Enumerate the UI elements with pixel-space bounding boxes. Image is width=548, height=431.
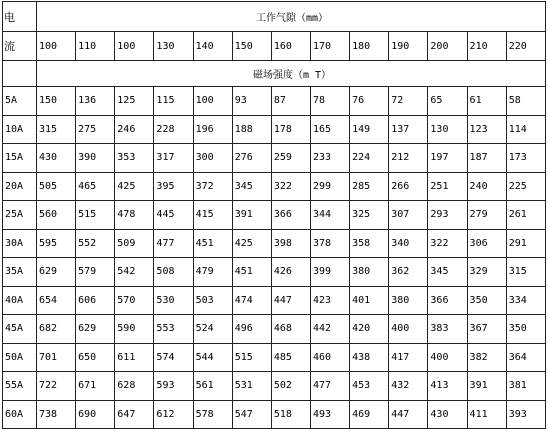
gap-values-row [3, 32, 546, 61]
field-value-cell: 738 [37, 400, 76, 429]
field-value-cell: 430 [428, 400, 467, 429]
field-value-cell: 266 [389, 172, 428, 201]
current-cell: 35A [3, 258, 37, 287]
field-value-cell: 628 [115, 372, 154, 401]
field-value-cell: 87 [271, 87, 310, 116]
field-value-cell: 654 [37, 286, 76, 315]
field-value-cell: 477 [310, 372, 349, 401]
field-value-cell: 595 [37, 229, 76, 258]
field-value-cell: 415 [193, 201, 232, 230]
magnetic-field-table [2, 1, 546, 429]
field-value-cell: 382 [467, 343, 506, 372]
field-value-cell: 574 [154, 343, 193, 372]
gap-value-cell: 190 [389, 32, 428, 61]
field-value-cell: 261 [506, 201, 545, 230]
field-value-cell: 503 [193, 286, 232, 315]
field-value-cell: 451 [232, 258, 271, 287]
field-value-cell: 542 [115, 258, 154, 287]
field-value-cell: 367 [467, 315, 506, 344]
field-value-cell: 115 [154, 87, 193, 116]
field-value-cell: 430 [37, 144, 76, 173]
field-value-cell: 629 [37, 258, 76, 287]
table-row [3, 144, 546, 173]
field-value-cell: 233 [310, 144, 349, 173]
current-cell: 60A [3, 400, 37, 429]
field-value-cell: 187 [467, 144, 506, 173]
gap-value-cell: 100 [115, 32, 154, 61]
field-value-cell: 438 [350, 343, 389, 372]
gap-value-cell: 140 [193, 32, 232, 61]
field-value-cell: 76 [350, 87, 389, 116]
field-value-cell: 612 [154, 400, 193, 429]
field-value-cell: 325 [350, 201, 389, 230]
field-value-cell: 650 [76, 343, 115, 372]
field-value-cell: 647 [115, 400, 154, 429]
field-value-cell: 315 [506, 258, 545, 287]
field-value-cell: 100 [193, 87, 232, 116]
table-row [3, 343, 546, 372]
current-cell: 25A [3, 201, 37, 230]
gap-header: 工作气隙（mm） [37, 2, 546, 32]
field-value-cell: 445 [154, 201, 193, 230]
table-row [3, 229, 546, 258]
field-value-cell: 130 [428, 115, 467, 144]
field-value-cell: 251 [428, 172, 467, 201]
current-cell: 20A [3, 172, 37, 201]
table-row [3, 115, 546, 144]
current-cell: 15A [3, 144, 37, 173]
field-value-cell: 477 [154, 229, 193, 258]
field-value-cell: 364 [506, 343, 545, 372]
gap-header-row [3, 2, 546, 32]
field-value-cell: 420 [350, 315, 389, 344]
field-value-cell: 137 [389, 115, 428, 144]
field-value-cell: 474 [232, 286, 271, 315]
field-value-cell: 515 [76, 201, 115, 230]
field-value-cell: 395 [154, 172, 193, 201]
field-value-cell: 453 [350, 372, 389, 401]
field-value-cell: 393 [506, 400, 545, 429]
field-value-cell: 552 [76, 229, 115, 258]
gap-value-cell: 130 [154, 32, 193, 61]
field-value-cell: 479 [193, 258, 232, 287]
field-value-cell: 390 [76, 144, 115, 173]
field-value-cell: 136 [76, 87, 115, 116]
field-value-cell: 322 [428, 229, 467, 258]
field-value-cell: 259 [271, 144, 310, 173]
current-cell: 30A [3, 229, 37, 258]
field-value-cell: 65 [428, 87, 467, 116]
field-value-cell: 306 [467, 229, 506, 258]
gap-value-cell: 110 [76, 32, 115, 61]
current-label-top: 电 [3, 2, 37, 32]
field-value-cell: 671 [76, 372, 115, 401]
gap-value-cell: 170 [310, 32, 349, 61]
field-value-cell: 460 [310, 343, 349, 372]
field-value-cell: 579 [76, 258, 115, 287]
field-value-cell: 383 [428, 315, 467, 344]
field-value-cell: 593 [154, 372, 193, 401]
field-value-cell: 240 [467, 172, 506, 201]
field-value-cell: 317 [154, 144, 193, 173]
gap-value-cell: 150 [232, 32, 271, 61]
field-value-cell: 366 [428, 286, 467, 315]
current-cell: 45A [3, 315, 37, 344]
field-value-cell: 212 [389, 144, 428, 173]
field-value-cell: 606 [76, 286, 115, 315]
field-value-cell: 225 [506, 172, 545, 201]
field-value-cell: 682 [37, 315, 76, 344]
field-value-cell: 344 [310, 201, 349, 230]
field-value-cell: 401 [350, 286, 389, 315]
field-value-cell: 366 [271, 201, 310, 230]
field-value-cell: 442 [310, 315, 349, 344]
field-value-cell: 173 [506, 144, 545, 173]
field-value-cell: 447 [271, 286, 310, 315]
current-cell: 50A [3, 343, 37, 372]
table-row [3, 172, 546, 201]
field-value-cell: 611 [115, 343, 154, 372]
field-value-cell: 293 [428, 201, 467, 230]
field-value-cell: 165 [310, 115, 349, 144]
field-value-cell: 391 [232, 201, 271, 230]
field-value-cell: 123 [467, 115, 506, 144]
table-row [3, 258, 546, 287]
field-value-cell: 178 [271, 115, 310, 144]
field-value-cell: 590 [115, 315, 154, 344]
field-value-cell: 485 [271, 343, 310, 372]
field-value-cell: 353 [115, 144, 154, 173]
field-value-cell: 340 [389, 229, 428, 258]
field-value-cell: 524 [193, 315, 232, 344]
field-value-cell: 372 [193, 172, 232, 201]
field-value-cell: 518 [271, 400, 310, 429]
field-value-cell: 400 [428, 343, 467, 372]
field-value-cell: 423 [310, 286, 349, 315]
field-value-cell: 508 [154, 258, 193, 287]
field-value-cell: 496 [232, 315, 271, 344]
field-value-cell: 400 [389, 315, 428, 344]
field-value-cell: 149 [350, 115, 389, 144]
field-value-cell: 478 [115, 201, 154, 230]
field-value-cell: 345 [428, 258, 467, 287]
table-row [3, 286, 546, 315]
field-value-cell: 246 [115, 115, 154, 144]
field-value-cell: 469 [350, 400, 389, 429]
field-value-cell: 722 [37, 372, 76, 401]
field-value-cell: 228 [154, 115, 193, 144]
field-header-row [3, 61, 546, 87]
field-value-cell: 413 [428, 372, 467, 401]
gap-value-cell: 180 [350, 32, 389, 61]
field-value-cell: 509 [115, 229, 154, 258]
gap-value-cell: 100 [37, 32, 76, 61]
field-value-cell: 530 [154, 286, 193, 315]
current-label-bottom: 流 [3, 32, 37, 61]
field-value-cell: 426 [271, 258, 310, 287]
field-value-cell: 425 [115, 172, 154, 201]
field-value-cell: 629 [76, 315, 115, 344]
field-value-cell: 515 [232, 343, 271, 372]
field-value-cell: 275 [76, 115, 115, 144]
field-value-cell: 299 [310, 172, 349, 201]
field-value-cell: 58 [506, 87, 545, 116]
gap-value-cell: 160 [271, 32, 310, 61]
field-header: 磁场强度（m T） [37, 61, 546, 87]
field-value-cell: 93 [232, 87, 271, 116]
field-value-cell: 425 [232, 229, 271, 258]
field-value-cell: 61 [467, 87, 506, 116]
gap-value-cell: 210 [467, 32, 506, 61]
field-value-cell: 502 [271, 372, 310, 401]
field-value-cell: 578 [193, 400, 232, 429]
field-value-cell: 468 [271, 315, 310, 344]
table-row [3, 87, 546, 116]
field-value-cell: 451 [193, 229, 232, 258]
field-value-cell: 345 [232, 172, 271, 201]
field-value-cell: 279 [467, 201, 506, 230]
current-cell: 40A [3, 286, 37, 315]
blank-cell [3, 61, 37, 87]
field-value-cell: 72 [389, 87, 428, 116]
field-value-cell: 322 [271, 172, 310, 201]
field-value-cell: 188 [232, 115, 271, 144]
field-value-cell: 224 [350, 144, 389, 173]
field-value-cell: 285 [350, 172, 389, 201]
field-value-cell: 150 [37, 87, 76, 116]
field-value-cell: 315 [37, 115, 76, 144]
field-value-cell: 381 [506, 372, 545, 401]
field-value-cell: 114 [506, 115, 545, 144]
current-cell: 10A [3, 115, 37, 144]
field-value-cell: 561 [193, 372, 232, 401]
field-value-cell: 411 [467, 400, 506, 429]
field-value-cell: 690 [76, 400, 115, 429]
field-value-cell: 300 [193, 144, 232, 173]
field-value-cell: 544 [193, 343, 232, 372]
field-value-cell: 307 [389, 201, 428, 230]
field-value-cell: 378 [310, 229, 349, 258]
field-value-cell: 380 [350, 258, 389, 287]
field-value-cell: 432 [389, 372, 428, 401]
field-value-cell: 547 [232, 400, 271, 429]
gap-value-cell: 200 [428, 32, 467, 61]
field-value-cell: 701 [37, 343, 76, 372]
field-value-cell: 399 [310, 258, 349, 287]
current-cell: 5A [3, 87, 37, 116]
field-value-cell: 291 [506, 229, 545, 258]
field-value-cell: 398 [271, 229, 310, 258]
field-value-cell: 329 [467, 258, 506, 287]
field-value-cell: 493 [310, 400, 349, 429]
field-value-cell: 196 [193, 115, 232, 144]
gap-value-cell: 220 [506, 32, 545, 61]
field-value-cell: 531 [232, 372, 271, 401]
field-value-cell: 447 [389, 400, 428, 429]
field-value-cell: 276 [232, 144, 271, 173]
field-value-cell: 560 [37, 201, 76, 230]
field-value-cell: 362 [389, 258, 428, 287]
field-value-cell: 465 [76, 172, 115, 201]
field-value-cell: 380 [389, 286, 428, 315]
field-value-cell: 78 [310, 87, 349, 116]
table-row [3, 315, 546, 344]
field-value-cell: 417 [389, 343, 428, 372]
field-value-cell: 350 [467, 286, 506, 315]
field-value-cell: 391 [467, 372, 506, 401]
field-value-cell: 125 [115, 87, 154, 116]
field-value-cell: 350 [506, 315, 545, 344]
field-value-cell: 197 [428, 144, 467, 173]
field-value-cell: 334 [506, 286, 545, 315]
field-value-cell: 358 [350, 229, 389, 258]
current-cell: 55A [3, 372, 37, 401]
field-value-cell: 570 [115, 286, 154, 315]
field-value-cell: 553 [154, 315, 193, 344]
field-value-cell: 505 [37, 172, 76, 201]
table-row [3, 201, 546, 230]
table-row [3, 400, 546, 429]
table-row [3, 372, 546, 401]
